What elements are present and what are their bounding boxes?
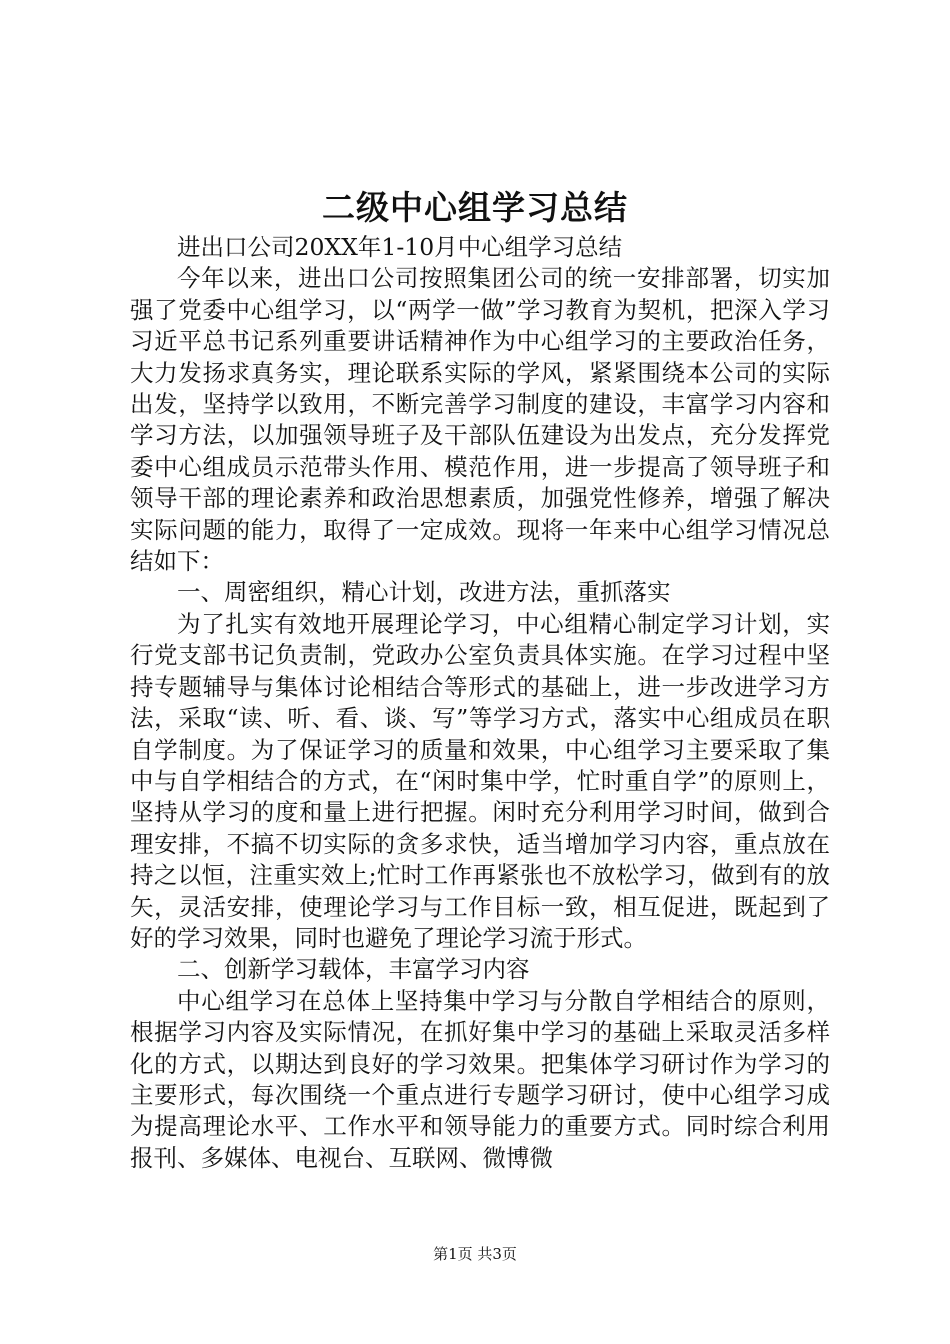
document-body	[130, 232, 830, 1174]
paragraph-intro: 今年以来，进出口公司按照集团公司的统一安排部署，切实加强了党委中心组学习，以“两学一做”学习教育为契机，把深入学习习近平总书记系列重要讲话精神作为中心组学习的主要政治任务，大力发扬求真务实，理论联系实际的学风，紧紧围绕本公司的实际出发，坚持学以致用，不断完善学习制度的建设，丰富学习内容和学习方法，以加强领导班子及干部队伍建设为出发点，充分发挥党委中心组成员示范带头作用、模范作用，进一步提高了领导班子和领导干部的理论素养和政治思想素质，加强党性修养，增强了解决实际问题的能力，取得了一定成效。现将一年来中心组学习情况总结如下：	[130, 264, 830, 576]
paragraph-section-2: 中心组学习在总体上坚持集中学习与分散自学相结合的原则，根据学习内容及实际情况，在抓好集中学习的基础上采取灵活多样化的方式，以期达到良好的学习效果。把集体学习研讨作为学习的主要形式，每次围绕一个重点进行专题学习研讨，使中心组学习成为提高理论水平、工作水平和领导能力的重要方式。同时综合利用报刊、多媒体、电视台、互联网、微博微	[130, 986, 830, 1172]
paragraph-section-1: 为了扎实有效地开展理论学习，中心组精心制定学习计划，实行党支部书记负责制，党政办公室负责具体实施。在学习过程中坚持专题辅导与集体讨论相结合等形式的基础上，进一步改进学习方法，采取“读、听、看、谈、写”等学习方式，落实中心组成员在职自学制度。为了保证学习的质量和效果，中心组学习主要采取了集中与自学相结合的方式，在“闲时集中学，忙时重自学”的原则上，坚持从学习的度和量上进行把握。闲时充分利用学习时间，做到合理安排，不搞不切实际的贪多求快，适当增加学习内容，重点放在持之以恒，注重实效上;忙时工作再紧张也不放松学习，做到有的放矢，灵活安排，使理论学习与工作目标一致，相互促进，既起到了好的学习效果，同时也避免了理论学习流于形式。	[130, 609, 830, 952]
section-heading-1: 一、周密组织，精心计划，改进方法，重抓落实	[177, 578, 671, 607]
document-title: 二级中心组学习总结	[322, 188, 628, 227]
section-heading-2: 二、创新学习载体，丰富学习内容	[177, 955, 530, 984]
page-footer: 第1页 共3页	[433, 1245, 517, 1263]
paragraph-subtitle: 进出口公司20XX年1-10月中心组学习总结	[177, 233, 623, 261]
